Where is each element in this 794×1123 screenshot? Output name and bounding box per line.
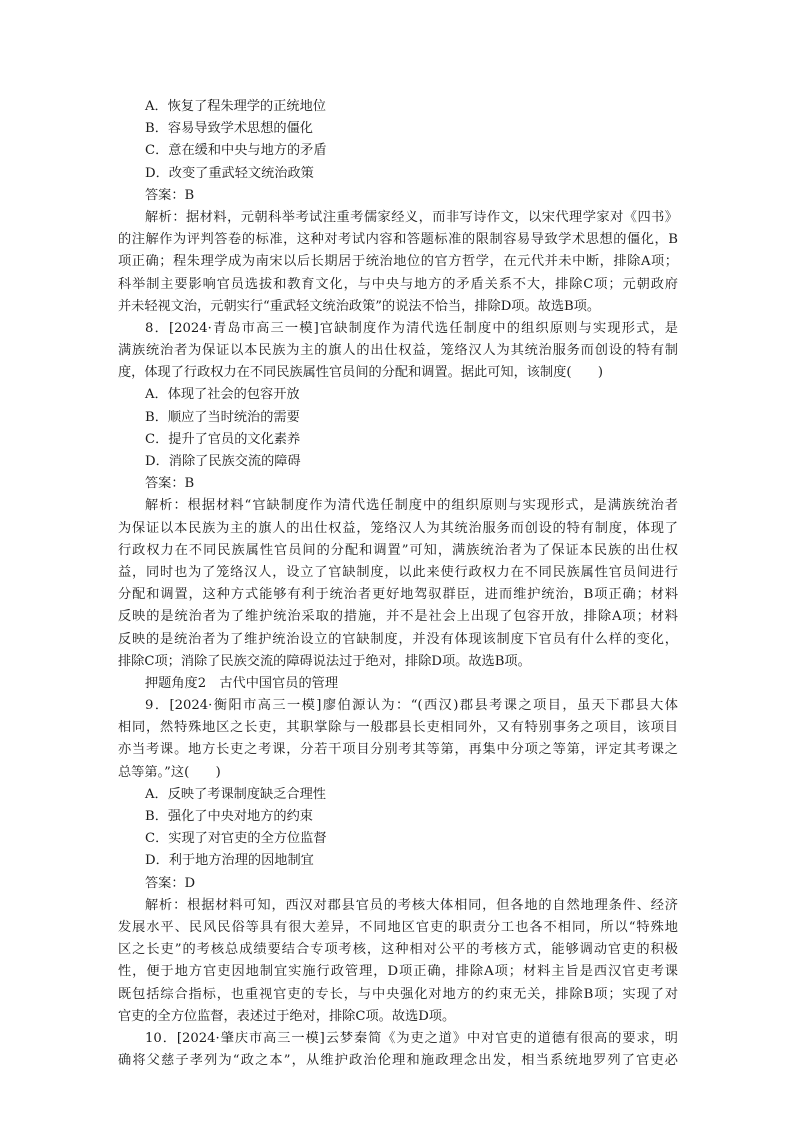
text-line: D．改变了重武轻文统治政策 (145, 165, 314, 181)
text-line: 答案：D (145, 875, 196, 891)
text-line: 9．[2024·衡阳市高三一模]廖伯源认为：“(西汉)郡县考课之项目，虽天下郡县大体 (145, 698, 678, 714)
text-line: 确将父慈子孝列为“政之本”，从维护政治伦理和施政理念出发，相当系统地罗列了官吏必 (118, 1053, 678, 1069)
text-line: 答案：B (145, 476, 195, 492)
text-line: 为保证以本民族为主的旗人的出仕权益，笼络汉人为其统治服务而创设的特有制度，体现了 (118, 520, 678, 536)
text-line: 反映的是统治者为了维护统治采取的措施，并不是社会上出现了包容开放，排除A项；材料 (118, 609, 678, 625)
text-line: C．意在缓和中央与地方的矛盾 (145, 143, 327, 159)
document-body (118, 96, 678, 1072)
text-line: B．顺应了当时统治的需要 (145, 409, 300, 425)
text-line: A．恢复了程朱理学的正统地位 (145, 99, 326, 114)
text-line: A．体现了社会的包容开放 (145, 387, 300, 403)
text-line: C．提升了官员的文化素养 (145, 431, 301, 447)
text-line: 排除C项；消除了民族交流的障碍说法过于绝对，排除D项。故选B项。 (118, 653, 531, 669)
text-line: 发展水平、民风民俗等具有很大差异，不同地区官吏的职责分工也各不相同，所以“特殊地 (118, 919, 678, 935)
text-line: 解析：根据材料可知，西汉对郡县官员的考核大体相同，但各地的自然地理条件、经济 (145, 897, 678, 913)
text-line: B．强化了中央对地方的约束 (145, 809, 313, 824)
text-line: 押题角度2 古代中国官员的管理 (145, 675, 339, 691)
text-line: 的注解作为评判答卷的标准，这种对考试内容和答题标准的限制容易导致学术思想的僵化，B (118, 232, 678, 248)
text-line: 项正确；程朱理学成为南宋以后长期居于统治地位的官方哲学，在元代并未中断，排除A项； (118, 254, 678, 270)
text-line: 反映的是统治者为了维护统治设立的官缺制度，并没有体现该制度下官员有什么样的变化， (118, 631, 678, 647)
text-line: D．消除了民族交流的障碍 (145, 454, 301, 469)
text-line: C．实现了对官吏的全方位监督 (145, 831, 327, 847)
text-line: 答案：B (145, 187, 195, 203)
text-line: 解析：根据材料“官缺制度作为清代选任制度中的组织原则与实现形式，是满族统治者 (145, 498, 678, 514)
text-line: 并未轻视文治，元朝实行“重武轻文统治政策”的说法不恰当，排除D项。故选B项。 (118, 298, 601, 314)
text-line: 8．[2024·青岛市高三一模]官缺制度作为清代选任制度中的组织原则与实现形式，是 (145, 320, 678, 336)
text-line: 亦当考课。地方长吏之考课，分若干项目分别考其等第，再集中分项之等第，评定其考课之 (118, 742, 678, 758)
text-line: 相同，然特殊地区之长吏，其职掌除与一般郡县长吏相同外，又有特别事务之项目，该项目 (118, 720, 678, 736)
text-line: 区之长吏”的考核总成绩要结合专项考核，这种相对公平的考核方式，能够调动官吏的积极 (118, 942, 678, 958)
text-line: 满族统治者为保证以本民族为主的旗人的出仕权益，笼络汉人为其统治服务而创设的特有制 (118, 343, 678, 359)
text-line: D．利于地方治理的因地制宜 (145, 853, 314, 869)
text-line: 总等第。”这( ) (118, 764, 221, 780)
text-line: 解析：据材料，元朝科举考试注重考儒家经义，而非写诗作文，以宋代理学家对《四书》 (145, 209, 678, 225)
text-line: B．容易导致学术思想的僵化 (145, 121, 313, 137)
text-line: A．反映了考课制度缺乏合理性 (145, 786, 326, 802)
text-line: 益，同时也为了笼络汉人，设立了官缺制度，以此来使行政权力在不同民族属性官员间进行 (118, 564, 678, 580)
text-line: 分配和调置，这种方式能够有利于统治者更好地驾驭群臣，进而维护统治，B项正确；材料 (118, 587, 678, 603)
text-line: 行政权力在不同民族属性官员间的分配和调置”可知，满族统治者为了保证本民族的出仕权 (118, 542, 678, 558)
text-line: 性，便于地方官吏因地制宜实施行政管理，D项正确，排除A项；材料主旨是西汉官吏考课 (118, 964, 678, 980)
text-line: 既包括综合指标，也重视官吏的专长，与中央强化对地方的约束无关，排除B项；实现了对 (118, 986, 678, 1002)
text-line: 科举制主要影响官员选拔和教育文化，与中央与地方的矛盾关系不大，排除C项；元朝政府 (118, 276, 678, 292)
text-line: 度，体现了行政权力在不同民族属性官员间的分配和调置。据此可知，该制度( ) (118, 365, 604, 381)
text-line: 官吏的全方位监督，表述过于绝对，排除C项。故选D项。 (118, 1008, 456, 1024)
text-line: 10．[2024·肇庆市高三一模]云梦秦简《为吏之道》中对官吏的道德有很高的要求，明 (145, 1030, 678, 1046)
